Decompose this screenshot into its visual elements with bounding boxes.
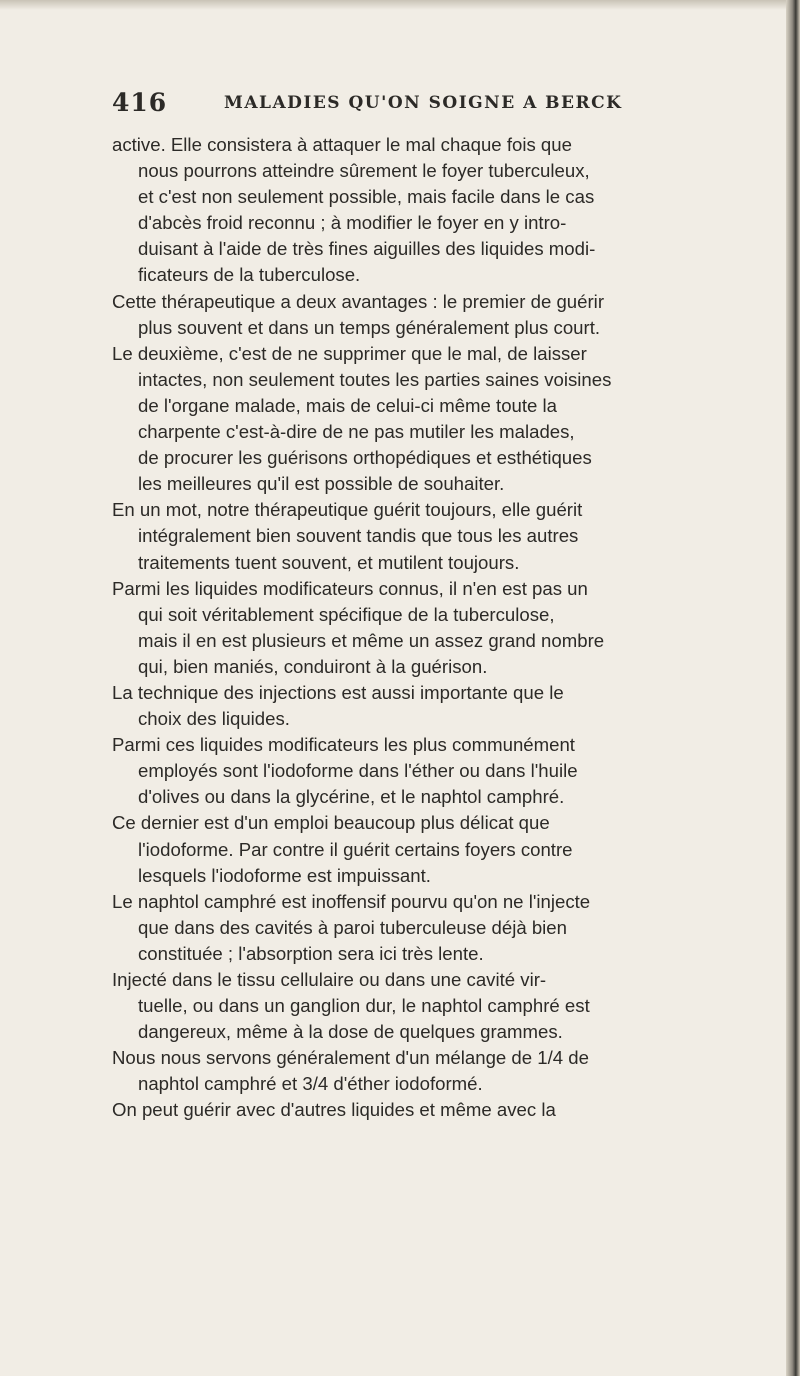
text-line: Injecté dans le tissu cellulaire ou dans une cavité vir- (112, 969, 547, 990)
text-line: nous pourrons atteindre sûrement le foyer tuberculeux, (138, 160, 590, 182)
text-line: constituée ; l'absorption sera ici très lente. (138, 942, 484, 964)
text-line: qui soit véritablement spécifique de la tuberculose, (138, 603, 555, 625)
text-line: En un mot, notre thérapeutique guérit toujours, elle guérit (112, 499, 583, 521)
text-line: d'abcès froid reconnu ; à modifier le foyer en y intro- (138, 212, 567, 234)
paragraph (112, 732, 762, 810)
page-edge-binding (786, 0, 800, 1376)
text-line: charpente c'est-à-dire de ne pas mutiler les malades, (138, 421, 575, 443)
text-line: dangereux, même à la dose de quelques grammes. (138, 1021, 563, 1043)
paragraph (112, 967, 762, 1045)
page-top-shadow (0, 0, 800, 10)
text-line: choix des liquides. (138, 708, 290, 730)
text-line: intactes, non seulement toutes les parties saines voisines (138, 368, 612, 390)
text-line: La technique des injections est aussi importante que le (112, 681, 564, 703)
body-text (112, 132, 762, 1124)
paragraph (112, 289, 762, 341)
text-line: ficateurs de la tuberculose. (138, 264, 361, 286)
text-line: active. Elle consistera à attaquer le mal chaque fois que (112, 134, 572, 155)
text-line: plus souvent et dans un temps généralement plus court. (138, 316, 601, 338)
text-line: intégralement bien souvent tandis que tous les autres (138, 525, 579, 547)
page-header (112, 88, 732, 128)
text-line: employés sont l'iodoforme dans l'éther ou dans l'huile (138, 760, 578, 782)
paragraph (112, 576, 762, 680)
running-title: MALADIES QU'ON SOIGNE A BERCK (224, 93, 623, 113)
text-line: naphtol camphré et 3/4 d'éther iodoformé. (138, 1073, 483, 1095)
text-line: Le naphtol camphré est inoffensif pourvu qu'on ne l'injecte (112, 890, 591, 912)
text-line: tuelle, ou dans un ganglion dur, le naphtol camphré est (138, 995, 590, 1017)
paragraph (112, 1097, 762, 1123)
text-line: On peut guérir avec d'autres liquides et même avec la (112, 1099, 556, 1121)
paragraph (112, 680, 762, 732)
paragraph (112, 132, 762, 289)
text-line: de l'organe malade, mais de celui-ci même toute la (138, 394, 558, 416)
text-line: de procurer les guérisons orthopédiques et esthétiques (138, 447, 592, 469)
paragraph (112, 497, 762, 575)
text-line: l'iodoforme. Par contre il guérit certains foyers contre (138, 838, 573, 860)
text-line: Ce dernier est d'un emploi beaucoup plus délicat que (112, 812, 550, 834)
page-number: 416 (112, 88, 168, 117)
text-line: que dans des cavités à paroi tuberculeuse déjà bien (138, 916, 567, 938)
text-line: Parmi les liquides modificateurs connus, il n'en est pas un (112, 577, 588, 599)
text-line: Parmi ces liquides modificateurs les plus communément (112, 734, 575, 756)
text-line: duisant à l'aide de très fines aiguilles des liquides modi- (138, 238, 596, 260)
text-line: mais il en est plusieurs et même un assez grand nombre (138, 629, 605, 651)
text-line: Cette thérapeutique a deux avantages : le premier de guérir (112, 290, 605, 312)
text-line: qui, bien maniés, conduiront à la guérison. (138, 655, 488, 677)
paragraph (112, 1045, 762, 1097)
paragraph (112, 889, 762, 967)
text-line: Le deuxième, c'est de ne supprimer que le mal, de laisser (112, 342, 587, 364)
paragraph (112, 341, 762, 498)
paragraph (112, 810, 762, 888)
text-line: Nous nous servons généralement d'un mélange de 1/4 de (112, 1047, 589, 1069)
text-line: et c'est non seulement possible, mais facile dans le cas (138, 186, 595, 208)
text-line: les meilleures qu'il est possible de souhaiter. (138, 473, 505, 495)
text-line: d'olives ou dans la glycérine, et le naphtol camphré. (138, 786, 565, 808)
text-line: traitements tuent souvent, et mutilent toujours. (138, 551, 520, 573)
text-line: lesquels l'iodoforme est impuissant. (138, 864, 431, 886)
